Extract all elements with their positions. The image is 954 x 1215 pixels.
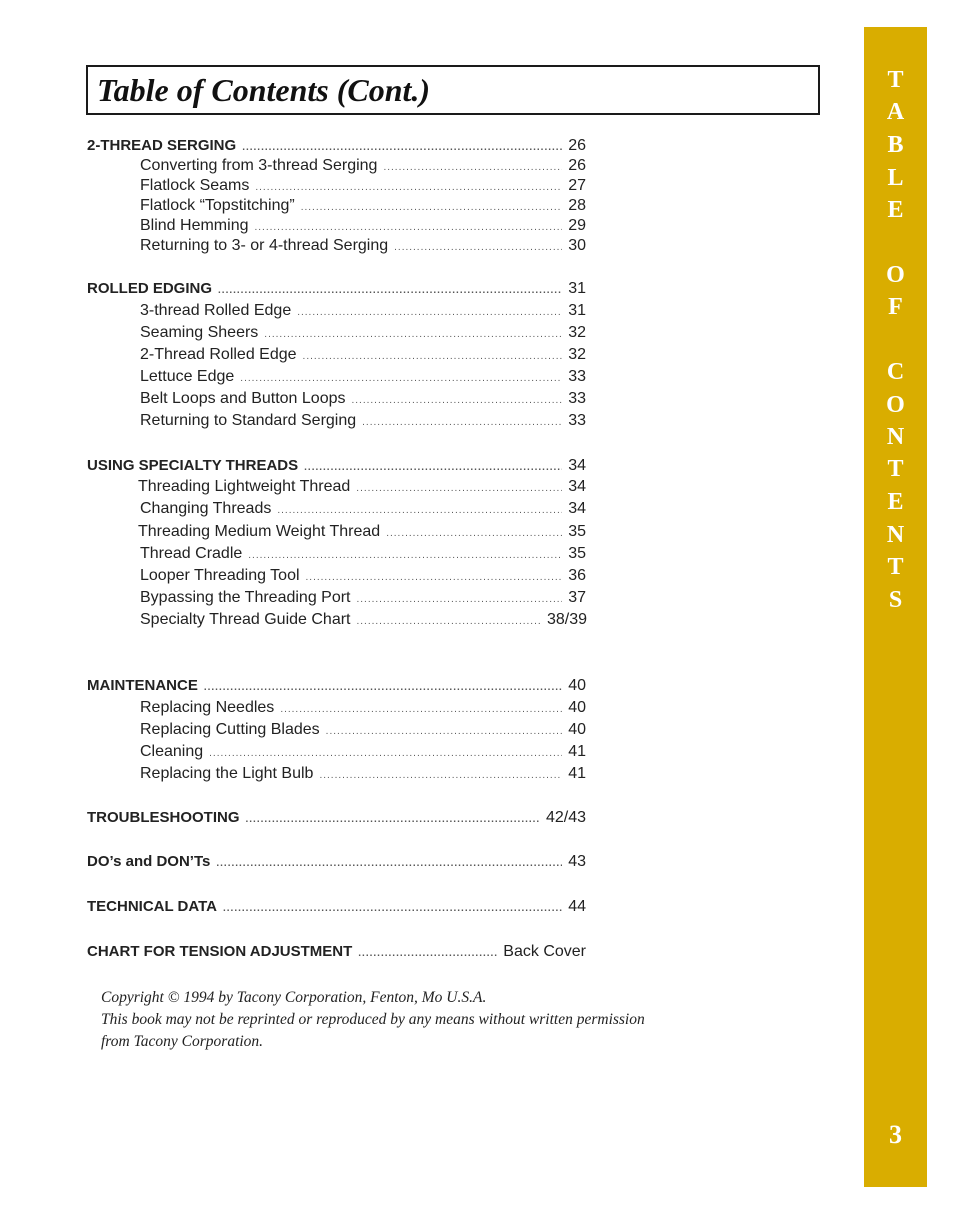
toc-item[interactable] bbox=[140, 499, 586, 521]
leader-dots bbox=[218, 281, 562, 301]
toc-item-label: Replacing the Light Bulb bbox=[140, 765, 314, 782]
leader-dots bbox=[209, 744, 562, 764]
toc-item-label: Seaming Sheers bbox=[140, 324, 259, 341]
toc-page-number: 34 bbox=[568, 478, 586, 495]
side-tab-letter: O bbox=[886, 392, 905, 418]
toc-section-label: TECHNICAL DATA bbox=[87, 898, 217, 915]
leader-dots bbox=[301, 198, 562, 218]
toc-item-label: Changing Threads bbox=[140, 500, 272, 517]
toc-item-label: Thread Cradle bbox=[140, 545, 243, 562]
toc-section-2-thread-serging[interactable] bbox=[87, 136, 586, 158]
leader-dots bbox=[358, 944, 497, 964]
toc-section-label: MAINTENANCE bbox=[87, 677, 198, 694]
side-tab bbox=[864, 27, 927, 1187]
toc-page-number: 31 bbox=[568, 280, 586, 297]
toc-page-number: 35 bbox=[568, 545, 586, 562]
toc-item[interactable] bbox=[140, 610, 587, 632]
toc-page-number: 26 bbox=[568, 157, 586, 174]
leader-dots bbox=[254, 218, 562, 238]
toc-section-label: 2-THREAD SERGING bbox=[87, 137, 237, 154]
side-tab-letter: T bbox=[887, 456, 904, 482]
toc-item[interactable] bbox=[140, 367, 586, 389]
leader-dots bbox=[356, 612, 540, 632]
toc-section-using-specialty-threads[interactable] bbox=[87, 456, 586, 478]
toc-section-label: ROLLED EDGING bbox=[87, 280, 213, 297]
toc-item[interactable] bbox=[140, 301, 586, 323]
toc-page-number: 43 bbox=[568, 853, 586, 870]
leader-dots bbox=[357, 590, 563, 610]
toc-page-number: 42/43 bbox=[545, 809, 586, 826]
leader-dots bbox=[352, 391, 563, 411]
toc-page-number: 41 bbox=[568, 743, 586, 760]
toc-page-number: 31 bbox=[568, 302, 586, 319]
toc-page-number: 40 bbox=[568, 699, 586, 716]
toc-item[interactable] bbox=[138, 477, 586, 499]
side-tab-letter: S bbox=[888, 587, 903, 613]
toc-item-label: Replacing Needles bbox=[140, 699, 275, 716]
leader-dots bbox=[280, 700, 562, 720]
copyright-line: Copyright © 1994 by Tacony Corporation, Fenton, Mo U.S.A. bbox=[101, 989, 487, 1006]
toc-page-number: 28 bbox=[568, 197, 586, 214]
toc-item[interactable] bbox=[140, 216, 586, 238]
toc-section-maintenance[interactable] bbox=[87, 676, 586, 698]
toc-item[interactable] bbox=[140, 196, 586, 218]
toc-item[interactable] bbox=[140, 176, 586, 198]
toc-page-number: 44 bbox=[568, 898, 586, 915]
toc-item[interactable] bbox=[140, 720, 586, 742]
toc-section-chart-for-tension-adjustment[interactable] bbox=[87, 942, 586, 964]
side-tab-letter: B bbox=[887, 132, 904, 158]
toc-section-label: DO’s and DON’Ts bbox=[87, 853, 211, 870]
side-tab-letter: L bbox=[887, 165, 904, 191]
toc-item-label: Replacing Cutting Blades bbox=[140, 721, 320, 738]
toc-item[interactable] bbox=[140, 764, 586, 786]
toc-page-number: Back Cover bbox=[503, 943, 586, 960]
toc-item[interactable] bbox=[140, 742, 586, 764]
toc-item-label: Flatlock “Topstitching” bbox=[140, 197, 295, 214]
leader-dots bbox=[319, 766, 562, 786]
leader-dots bbox=[386, 524, 562, 544]
toc-section-label: USING SPECIALTY THREADS bbox=[87, 457, 299, 474]
toc-item-label: Lettuce Edge bbox=[140, 368, 235, 385]
toc-item-label: Threading Lightweight Thread bbox=[138, 478, 351, 495]
toc-item-label: Belt Loops and Button Loops bbox=[140, 390, 346, 407]
leader-dots bbox=[246, 810, 540, 830]
toc-page-number: 30 bbox=[568, 237, 586, 254]
toc-section-label: CHART FOR TENSION ADJUSTMENT bbox=[87, 943, 353, 960]
toc-item[interactable] bbox=[140, 156, 586, 178]
copyright-line: This book may not be reprinted or reproduced by any means without written permission bbox=[101, 1011, 645, 1028]
leader-dots bbox=[383, 158, 562, 178]
toc-page-number: 40 bbox=[568, 677, 586, 694]
toc-item[interactable] bbox=[138, 522, 586, 544]
side-tab-letter: T bbox=[887, 67, 904, 93]
leader-dots bbox=[277, 501, 562, 521]
leader-dots bbox=[216, 854, 562, 874]
leader-dots bbox=[223, 899, 562, 919]
toc-page-number: 35 bbox=[568, 523, 586, 540]
toc-page-number: 37 bbox=[568, 589, 586, 606]
side-tab-letter: N bbox=[886, 424, 905, 450]
leader-dots bbox=[306, 568, 563, 588]
toc-item-label: Returning to 3- or 4-thread Serging bbox=[140, 237, 389, 254]
toc-page-number: 33 bbox=[568, 368, 586, 385]
toc-page-number: 32 bbox=[568, 346, 586, 363]
toc-item[interactable] bbox=[140, 588, 586, 610]
title-box bbox=[86, 65, 820, 115]
side-tab-letter: F bbox=[888, 294, 903, 320]
toc-page-number: 33 bbox=[568, 390, 586, 407]
toc-item-label: Threading Medium Weight Thread bbox=[138, 523, 381, 540]
toc-item-label: Looper Threading Tool bbox=[140, 567, 300, 584]
toc-item-label: 2-Thread Rolled Edge bbox=[140, 346, 297, 363]
toc-item-label: Blind Hemming bbox=[140, 217, 249, 234]
toc-section-troubleshooting[interactable] bbox=[87, 808, 586, 830]
toc-page-number: 29 bbox=[568, 217, 586, 234]
leader-dots bbox=[240, 369, 562, 389]
toc-section-dos-and-donts[interactable] bbox=[87, 852, 586, 874]
toc-item-label: Specialty Thread Guide Chart bbox=[140, 611, 351, 628]
leader-dots bbox=[264, 325, 562, 345]
toc-item-label: Cleaning bbox=[140, 743, 204, 760]
copyright-line: from Tacony Corporation. bbox=[101, 1033, 264, 1050]
toc-page-number: 34 bbox=[568, 457, 586, 474]
toc-item-label: Flatlock Seams bbox=[140, 177, 250, 194]
leader-dots bbox=[242, 138, 562, 158]
leader-dots bbox=[362, 413, 562, 433]
leader-dots bbox=[394, 238, 562, 258]
side-tab-letter: N bbox=[886, 522, 905, 548]
toc-page-number: 40 bbox=[568, 721, 586, 738]
toc-item-label: Returning to Standard Serging bbox=[140, 412, 357, 429]
toc-page-number: 34 bbox=[568, 500, 586, 517]
side-tab-letter: O bbox=[886, 262, 905, 288]
side-tab-letter: T bbox=[887, 554, 904, 580]
toc-item[interactable] bbox=[140, 389, 586, 411]
side-tab-letter: C bbox=[886, 359, 905, 385]
toc-item[interactable] bbox=[140, 566, 586, 588]
toc-page-number: 26 bbox=[568, 137, 586, 154]
side-tab-letter: E bbox=[887, 197, 904, 223]
toc-section-technical-data[interactable] bbox=[87, 897, 586, 919]
copyright-notice bbox=[101, 987, 721, 1053]
leader-dots bbox=[356, 479, 562, 499]
toc-page-number: 27 bbox=[568, 177, 586, 194]
leader-dots bbox=[304, 458, 562, 478]
page-title: Table of Contents (Cont.) bbox=[97, 72, 431, 108]
toc-item[interactable] bbox=[140, 345, 586, 367]
leader-dots bbox=[297, 303, 562, 323]
leader-dots bbox=[255, 178, 562, 198]
toc-page-number: 33 bbox=[568, 412, 586, 429]
leader-dots bbox=[204, 678, 562, 698]
toc-item[interactable] bbox=[140, 544, 586, 566]
side-tab-letter: E bbox=[887, 489, 904, 515]
toc-page-number: 32 bbox=[568, 324, 586, 341]
toc-item-label: 3-thread Rolled Edge bbox=[140, 302, 292, 319]
toc-item[interactable] bbox=[140, 236, 586, 258]
leader-dots bbox=[303, 347, 563, 367]
toc-item[interactable] bbox=[140, 411, 586, 433]
toc-section-rolled-edging[interactable] bbox=[87, 279, 586, 301]
side-tab-letter: A bbox=[886, 99, 905, 125]
toc-section-label: TROUBLESHOOTING bbox=[87, 809, 240, 826]
leader-dots bbox=[248, 546, 562, 566]
leader-dots bbox=[326, 722, 563, 742]
toc-page-number: 36 bbox=[568, 567, 586, 584]
toc-item[interactable] bbox=[140, 323, 586, 345]
toc-item-label: Bypassing the Threading Port bbox=[140, 589, 351, 606]
toc-item-label: Converting from 3-thread Serging bbox=[140, 157, 378, 174]
toc-item[interactable] bbox=[140, 698, 586, 720]
page-number: 3 bbox=[889, 1120, 902, 1149]
toc-page-number: 41 bbox=[568, 765, 586, 782]
toc-page-number: 38/39 bbox=[546, 611, 587, 628]
